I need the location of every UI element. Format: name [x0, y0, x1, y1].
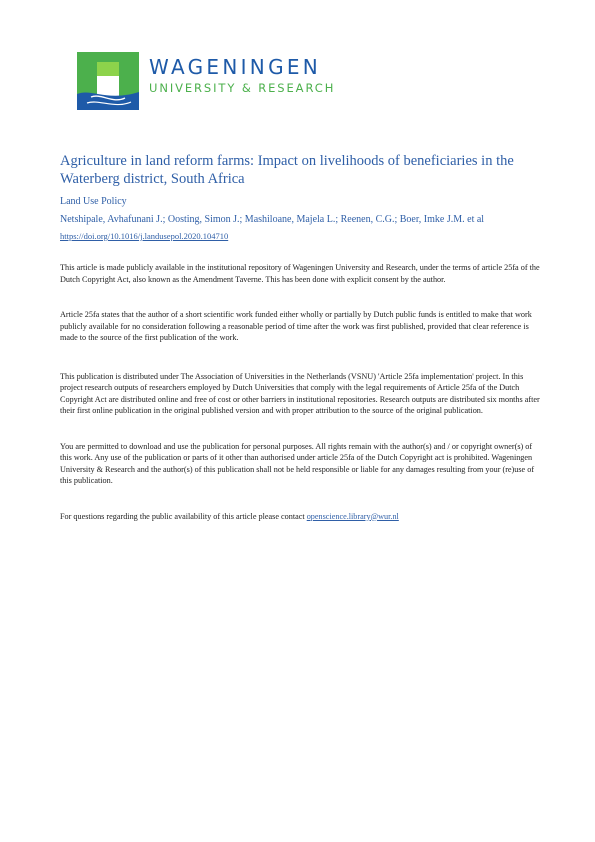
logo-subtitle: UNIVERSITY & RESEARCH: [149, 81, 336, 95]
author-list: Netshipale, Avhafunani J.; Oosting, Simon J.; Mashiloane, Majela L.; Reenen, C.G.; Boer, Imke J.M. et al: [60, 214, 485, 225]
usage-rights-paragraph: You are permitted to download and use the publication for personal purposes. All rights remain with the author(s) and / or copyright owner(s) of this work. Any use of the publication or parts of it other than authorised under article 25fa of the Dutch Copyright act is prohibited. Wageningen University & Research and the author(s) of this publication shall not be held responsible or liable for any damages resulting from your (re)use of this publication.: [60, 441, 535, 485]
article-title: Agriculture in land reform farms: Impact on livelihoods of beneficiaries in the Waterberg district, South Africa: [60, 153, 514, 187]
wur-logo-mark-icon: [77, 52, 139, 110]
article-25fa-paragraph: Article 25fa states that the author of a short scientific work funded either wholly or partially by Dutch public funds is entitled to make that work publicly available for no consideration following a reasonable period of time after the work was first published, provided that clear reference is made to the source of the first publication of the work.: [60, 310, 532, 342]
article-content: [60, 152, 540, 522]
vsnu-project-paragraph: This publication is distributed under The Association of Universities in the Netherlands (VSNU) 'Article 25fa implementation' project. In this project research outputs of researchers employed by Dutch Universities that comply with the legal requirements of Article 25fa of the Dutch Copyright Act are distributed online and free of cost or other barriers in institutional repositories. Research outputs are distributed six months after their first online publication in the original published version and with proper attribution to the source of the original publication.: [60, 371, 540, 415]
contact-text: For questions regarding the public availability of this article please contact: [60, 511, 307, 521]
contact-email-link[interactable]: openscience.library@wur.nl: [306, 511, 399, 521]
wur-logo: [77, 52, 367, 110]
journal-name: Land Use Policy: [60, 196, 127, 207]
repository-notice-paragraph: This article is made publicly available in the institutional repository of Wageningen University and Research, under the terms of article 25fa of the Dutch Copyright Act, also known as the Amendment Taverne. This has been done with explicit consent by the author.: [60, 263, 540, 284]
logo-text: [149, 56, 369, 95]
logo-name: WAGENINGEN: [149, 55, 322, 79]
doi-link[interactable]: https://doi.org/10.1016/j.landusepol.2020.104710: [60, 231, 229, 241]
contact-paragraph: [60, 511, 540, 523]
